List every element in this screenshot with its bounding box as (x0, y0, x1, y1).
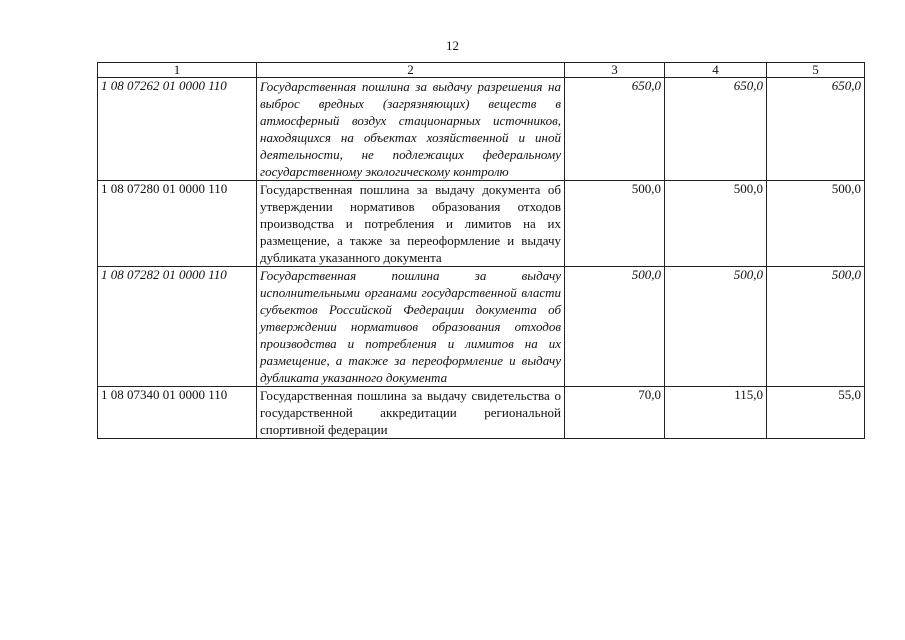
value-col5: 500,0 (767, 181, 865, 267)
revenue-code: 1 08 07262 01 0000 110 (98, 78, 257, 181)
value-col5: 650,0 (767, 78, 865, 181)
column-header-3: 3 (565, 63, 665, 78)
value-col5: 55,0 (767, 387, 865, 439)
table-row (98, 267, 865, 387)
table-row (98, 181, 865, 267)
value-col4: 500,0 (665, 267, 767, 387)
column-header-5: 5 (767, 63, 865, 78)
revenue-code: 1 08 07340 01 0000 110 (98, 387, 257, 439)
revenue-code: 1 08 07280 01 0000 110 (98, 181, 257, 267)
revenue-name: Государственная пошлина за выдачу документа об утверждении нормативов образования отходов производства и потребления и лимитов на их размещение, а также за переоформление и выдачу дубликата указанного документа (257, 181, 565, 267)
column-header-4: 4 (665, 63, 767, 78)
table-header-row (98, 63, 865, 78)
page-number: 12 (446, 38, 459, 53)
value-col3: 500,0 (565, 181, 665, 267)
value-col4: 650,0 (665, 78, 767, 181)
column-header-1: 1 (98, 63, 257, 78)
value-col3: 70,0 (565, 387, 665, 439)
value-col4: 500,0 (665, 181, 767, 267)
revenue-name: Государственная пошлина за выдачу разрешения на выброс вредных (загрязняющих) веществ в атмосферный воздух стационарных источников, находящихся на объектах хозяйственной и иной деятельности, не подлежащих федеральному государственному экологическому контролю (257, 78, 565, 181)
revenue-name: Государственная пошлина за выдачу свидетельства о государственной аккредитации региональной спортивной федерации (257, 387, 565, 439)
budget-table (97, 62, 865, 439)
value-col4: 115,0 (665, 387, 767, 439)
value-col3: 650,0 (565, 78, 665, 181)
table-row (98, 387, 865, 439)
value-col3: 500,0 (565, 267, 665, 387)
value-col5: 500,0 (767, 267, 865, 387)
revenue-name: Государственная пошлина за выдачу исполнительными органами государственной власти субъектов Российской Федерации документа об утверждении нормативов образования отходов производства и потребления и лимитов на их размещение, а также за переоформление и выдачу дубликата указанного документа (257, 267, 565, 387)
column-header-2: 2 (257, 63, 565, 78)
revenue-code: 1 08 07282 01 0000 110 (98, 267, 257, 387)
table-row (98, 78, 865, 181)
